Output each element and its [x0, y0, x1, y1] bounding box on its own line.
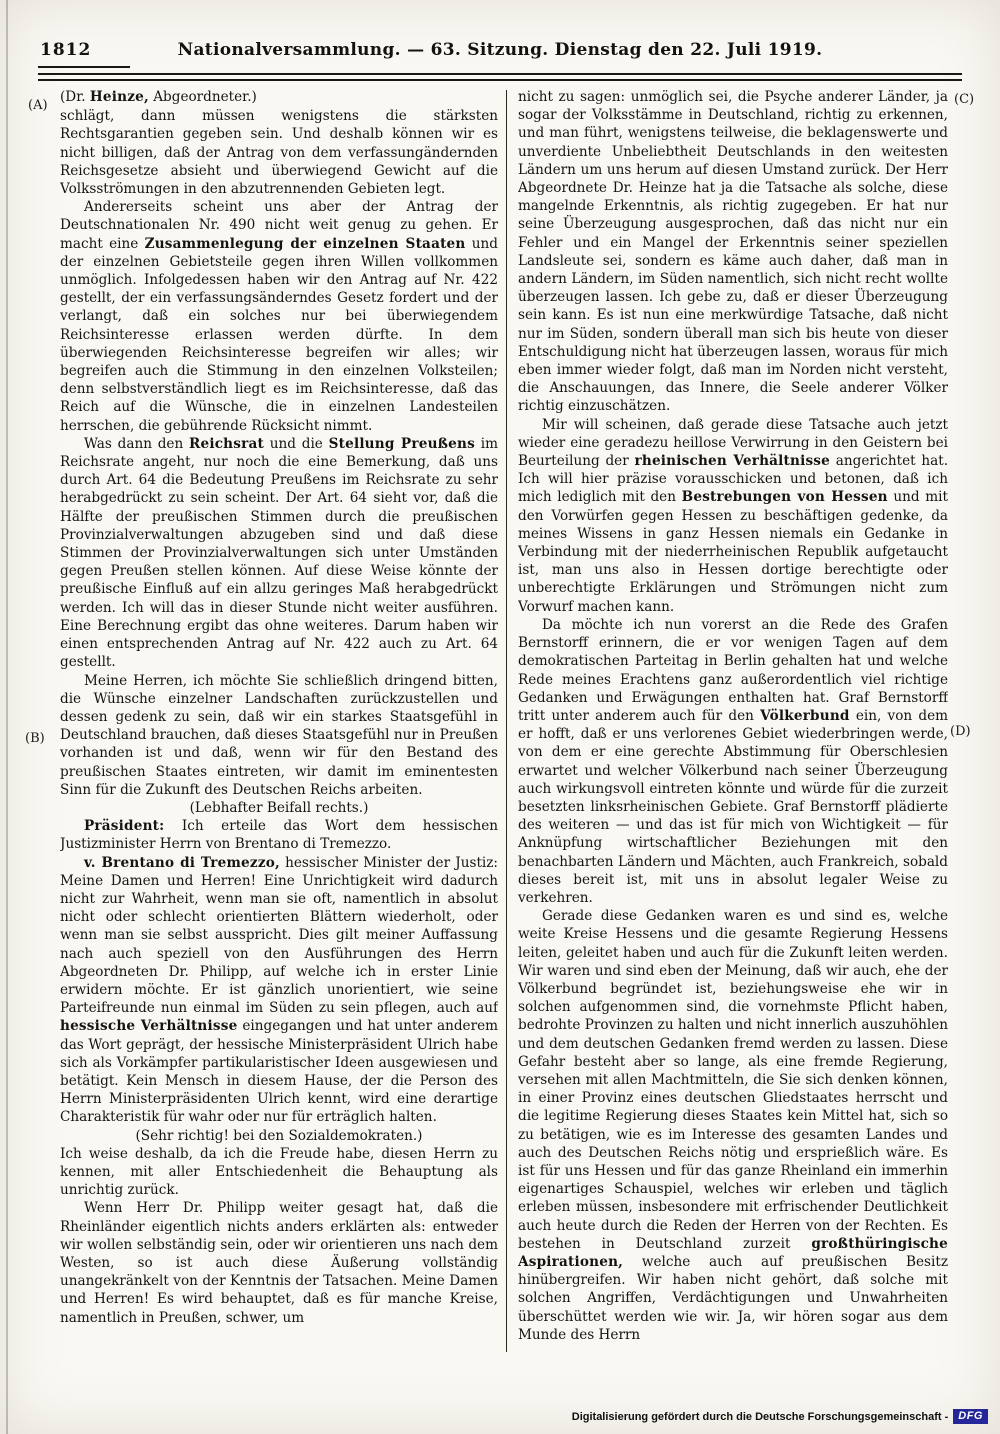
- margin-marker-b: (B): [25, 731, 45, 746]
- paragraph: schlägt, dann müssen wenigstens die stärksten Rechtsgarantien gegeben sein. Und deshalb können wir es nicht billigen, daß der Antrag von dem verfassungändernden Reichsgesetze absieht und überwiegend Gewicht auf die Volksströmungen in den abzutrennenden Gebieten legt.: [60, 108, 498, 198]
- digitization-credit: Digitalisierung gefördert durch die Deutsche Forschungsgemeinschaft -: [571, 1410, 949, 1423]
- margin-marker-d: (D): [950, 724, 971, 739]
- margin-marker-a: (A): [28, 98, 48, 113]
- page-number-rule: [38, 66, 130, 68]
- speaker-caption: (Dr. Heinze, Abgeordneter.): [60, 89, 257, 105]
- stage-direction: (Lebhafter Beifall rechts.): [189, 799, 369, 816]
- paragraph: nicht zu sagen: unmöglich sei, die Psyche anderer Länder, ja sogar der Volksstämme in Deutschland, richtig zu erkennen, und man führt, wenigstens teilweise, die beklagenswerte und unverdiente Unbeliebtheit Deutschlands in den weitesten Ländern um uns herum auf diesen Umstand zurück. Der Herr Abgeordnete Dr. Heinze hat ja die Tatsache als solche, diese mangelnde Erkenntnis, als richtig zugegeben. Er hat nur seine Überzeugung ausgesprochen, daß das nicht nur ein Fehler und ein Mangel der Erkenntnis seiner speziellen Landsleute sei, sondern es käme auch daher, daß man in andern Ländern, im Süden namentlich, sich nicht recht wollte überzeugen lassen. Ich gebe zu, daß er dieser Überzeugung sein kann. Es ist nun eine merkwürdige Tatsache, daß nicht nur im Süden, sondern überall man sich bis heute von dieser Entschuldigung nicht hat überzeugen lassen, woraus für mich eben immer wieder folgt, daß man im Norden nicht versteht, die Anschauungen, das Innere, die Seele anderer Völker richtig einzuschätzen.: [518, 89, 948, 415]
- header-rule-bottom: [38, 79, 962, 81]
- dfg-logo: DFG: [953, 1409, 988, 1424]
- paragraph: Ich weise deshalb, da ich die Freude habe, diesen Herrn zu kennen, mit aller Entschiedenheit die Behauptung als unrichtig zurück.: [60, 1145, 498, 1199]
- paragraph: Was dann den Reichsrat und die Stellung Preußens im Reichsrate angeht, nur noch die eine Bemerkung, daß uns durch Art. 64 die Bedeutung Preußens im Reichsrate zu sehr herabgedrückt zu sein scheint. Der Art. 64 sieht vor, daß die Hälfte der preußischen Stimmen durch die preußischen Provinzialverwaltungen abzugeben sind und daß diese Stimmen der Provinzialverwaltungen sich unter Umständen gegen Preußen stellen können. Auf diese Weise könnte der preußische Einfluß auf ein allzu geringes Maß herabgedrückt werden. Ich will das in dieser Stunde nicht weiter ausführen. Eine Berechnung ergibt das ohne weiteres. Darum haben wir einen entsprechenden Antrag auf Nr. 422 auch zu Art. 64 gestellt.: [60, 435, 498, 671]
- right-text-column: [518, 88, 948, 1358]
- left-text-column: [60, 88, 498, 1358]
- paragraph: Andererseits scheint uns aber der Antrag der Deutschnationalen Nr. 490 nicht weit genug zu gehen. Er macht eine Zusammenlegung der einzelnen Staaten und der einzelnen Gebietsteile gegen ihren Willen vollkommen unmöglich. Infolgedessen haben wir den Antrag auf Nr. 422 gestellt, der ein verfassungsänderndes Gesetz fordert und der verlangt, daß ein solches nur bei überwiegendem Reichsinteresse erlassen werden dürfte. In dem überwiegenden Reichsinteresse begreifen wir alles; wir begreifen auch die Stimmung in den einzelnen Volksteilen; denn selbstverständlich liegt es im Reichsinteresse, daß das Reich auf die Wünsche, die in einzelnen Landesteilen herrschen, die gebührende Rücksicht nimmt.: [60, 199, 498, 434]
- stage-direction: (Sehr richtig! bei den Sozialdemokraten.): [135, 1127, 423, 1144]
- scan-edge-artifact: [6, 0, 8, 1434]
- page-header: [38, 40, 962, 66]
- paragraph: v. Brentano di Tremezzo, hessischer Minister der Justiz: Meine Damen und Herren! Eine Unrichtigkeit wird dadurch nicht zur Wahrheit, wenn man sie oft, namentlich in absolut nicht oder schlecht orientierten Blättern wiederholt, oder wenn man sie selbst ausspricht. Dies gilt meiner Auffassung nach auch speziell von den Ausführungen des Herrn Abgeordneten Dr. Philipp, auf welche ich in erster Linie erwidern möchte. Er ist gänzlich unorientiert, wie seine Parteifreunde nun einmal im Süden zu sein pflegen, auch auf hessische Verhältnisse eingegangen und hat unter anderem das Wort geprägt, der hessische Ministerpräsident Ulrich habe sich als Vorkämpfer partikularistischer Ideen ausgewiesen und betätigt. Kein Mensch in diesem Hause, der die Person des Herrn Ministerpräsidenten Ulrich kennt, wird eine derartige Charakteristik für wahr oder nur für erträglich halten.: [60, 854, 498, 1126]
- paragraph: Da möchte ich nun vorerst an die Rede des Grafen Bernstorff erinnern, die er vor wenigen Tagen auf dem demokratischen Parteitag in Berlin gehalten hat und welche Rede meines Erachtens ganz außerordentlich viel richtige Gedanken und Erwägungen enthalten hat. Graf Bernstorff tritt unter anderem auch für den Völkerbund ein, von dem er hofft, daß er uns verlorenes Gebiet wiederbringen werde, von dem er eine gerechte Abstimmung für Oberschlesien erwartet und welcher Völkerbund nach seiner Überzeugung auch wirkungsvoll eintreten könnte und würde für die zurzeit besetzten linksrheinischen Gebiete. Graf Bernstorff plädierte des weiteren — und das ist für mich von Wichtigkeit — für Anknüpfung wirtschaftlicher Beziehungen mit den benachbarten Ländern und Mächten, auch Frankreich, sobald dieses bereit ist, mit uns in absolut legaler Weise zu verkehren.: [518, 616, 948, 906]
- paragraph: Wenn Herr Dr. Philipp weiter gesagt hat, daß die Rheinländer eigentlich nichts anders erklärten als: entweder wir wollen selbständig sein, oder wir orientieren uns nach dem Westen, so ist auch diese Äußerung vollständig unangekränkelt von der Kenntnis der Tatsachen. Meine Damen und Herren! Es wird behauptet, daß es für manche Kreise, namentlich in Preußen, schwer, um: [60, 1200, 498, 1326]
- margin-marker-c: (C): [954, 92, 975, 107]
- session-title: Nationalversammlung. — 63. Sitzung. Dienstag den 22. Juli 1919.: [177, 40, 823, 60]
- digitization-footer: [572, 1409, 988, 1424]
- header-rule-top: [38, 73, 962, 75]
- column-divider-rule: [506, 90, 507, 1352]
- page-number: 1812: [40, 40, 92, 60]
- paragraph: Gerade diese Gedanken waren es und sind es, welche weite Kreise Hessens und die gesamte Regierung Hessens leiten, geleitet haben und auch für die Zukunft leiten werden. Wir waren und sind eben der Meinung, daß wir auch, ehe der Völkerbund begründet ist, beziehungsweise ehe wir in solchen aufgenommen sind, die vornehmste Pflicht haben, bedrohte Provinzen zu halten und nicht innerlich auszuhöhlen und dem deutschen Gedanken fremd werden zu lassen. Diese Gefahr besteht aber so lange, als eine fremde Regierung, versehen mit allen Machtmitteln, die Sie sich denken können, in einer Provinz eines deutschen Gliedstaates herrscht und die legitime Regierung dieses Staates kein Mittel hat, sich so zu betätigen, wie es im Interesse des gesamten Landes und auch des Deutschen Reichs nötig und ersprießlich wäre. Es ist für uns Hessen und für das ganze Rheinland ein immerhin eigenartiges Schauspiel, welches wir erleben und täglich erleben müssen, insbesondere mit erfrischender Deutlichkeit auch heute durch die Reden der Herren von der Rechten. Es bestehen in Deutschland zurzeit großthüringische Aspirationen, welche auch auf preußischen Besitz hinübergreifen. Wir haben nicht gehört, daß solche mit solchen Angriffen, Verdächtigungen und Unwahrheiten überschüttet werden wie wir. Ja, wir hören sogar aus dem Munde des Herrn: [518, 908, 948, 1343]
- paragraph: Präsident: Ich erteile das Wort dem hessischen Justizminister Herrn von Brentano di Tremezzo.: [60, 818, 498, 853]
- paragraph: Mir will scheinen, daß gerade diese Tatsache auch jetzt wieder eine geradezu heillose Verwirrung in den Geistern bei Beurteilung der rheinischen Verhältnisse angerichtet hat. Ich will hier präzise vorausschicken und betonen, daß ich mich lediglich mit den Bestrebungen von Hessen und mit den Vorwürfen gegen Hessen zu beschäftigen gedenke, da meines Wissens in ganz Hessen niemals ein Gedanke in Verbindung mit der niederrheinischen Republik aufgetaucht ist, man uns also in Hessen dortige berechtigte oder unberechtigte Erklärungen und Strömungen nicht zum Vorwurf machen kann.: [518, 416, 948, 615]
- paragraph: Meine Herren, ich möchte Sie schließlich dringend bitten, die Wünsche einzelner Landschaften zurückzustellen und dessen gedenk zu sein, daß wir ein starkes Staatsgefühl in Deutschland brauchen, daß dieses Staatsgefühl nur in Preußen vorhanden ist und daß, wenn wir für den Bestand des preußischen Staates eintreten, wir damit im eminentesten Sinn für die Zukunft des Deutschen Reichs arbeiten.: [60, 672, 498, 798]
